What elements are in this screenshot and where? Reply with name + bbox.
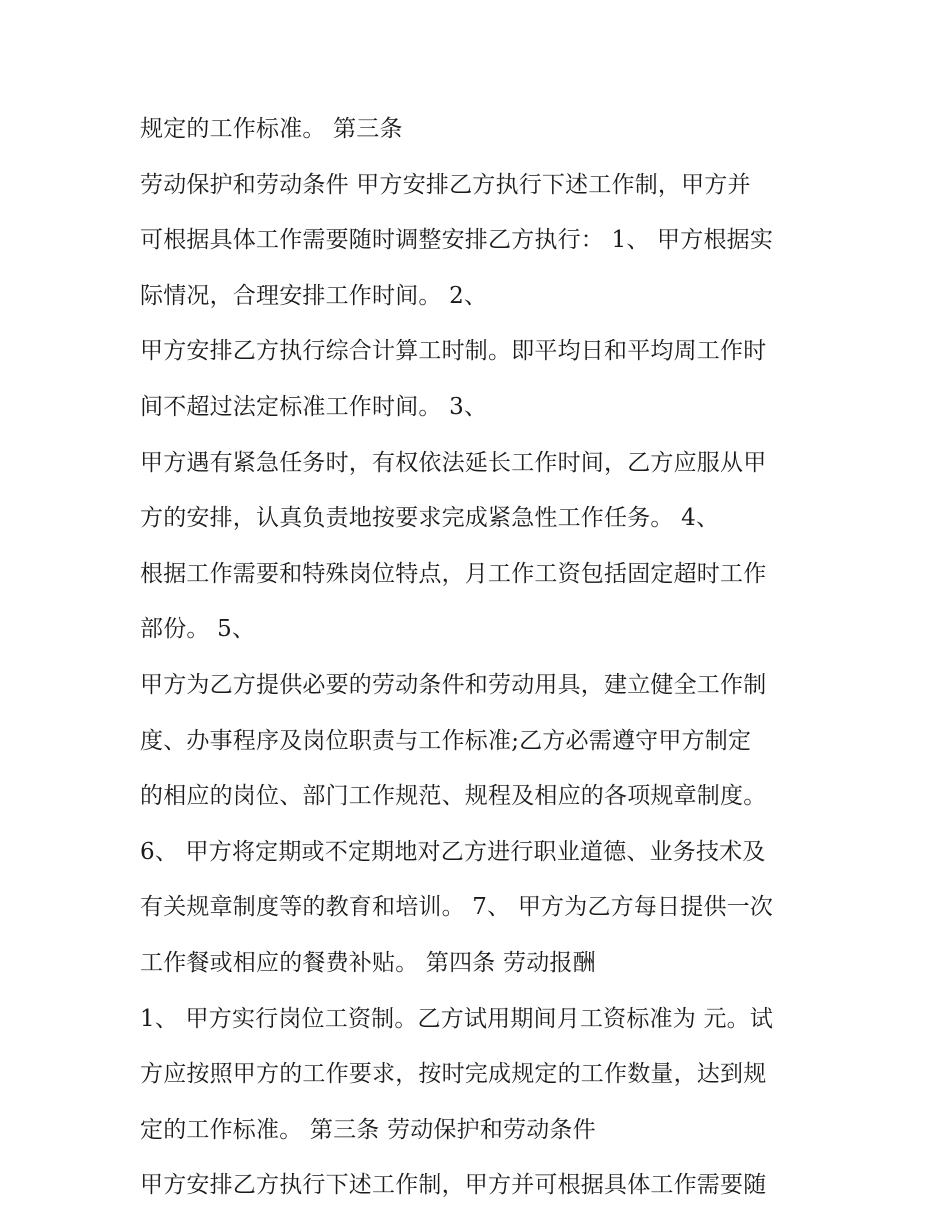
text-line: 部份。 5、 bbox=[140, 616, 256, 643]
text-line: 可根据具体工作需要随时调整安排乙方执行： 1、 甲方根据实 bbox=[140, 227, 774, 254]
text-line: 甲方遇有紧急任务时，有权依法延长工作时间，乙方应服从甲 bbox=[140, 449, 767, 476]
text-line: 甲方安排乙方执行综合计算工时制。即平均日和平均周工作时 bbox=[140, 338, 767, 365]
text-line: 工作餐或相应的餐费补贴。 第四条 劳动报酬 bbox=[140, 949, 596, 976]
text-line: 的相应的岗位、部门工作规范、规程及相应的各项规章制度。 bbox=[140, 783, 767, 810]
text-line: 1、 甲方实行岗位工资制。乙方试用期间月工资标准为 元。试 bbox=[140, 1005, 774, 1032]
text-line: 度、办事程序及岗位职责与工作标准;乙方必需遵守甲方制定 bbox=[140, 727, 752, 754]
text-line: 规定的工作标准。 第三条 bbox=[140, 116, 403, 142]
text-line: 定的工作标准。 第三条 劳动保护和劳动条件 bbox=[140, 1116, 596, 1143]
text-line: 6、 甲方将定期或不定期地对乙方进行职业道德、业务技术及 bbox=[140, 838, 766, 865]
text-line: 劳动保护和劳动条件 甲方安排乙方执行下述工作制，甲方并 bbox=[140, 171, 751, 198]
text-line: 有关规章制度等的教育和培训。 7、 甲方为乙方每日提供一次 bbox=[140, 894, 774, 921]
text-line: 甲方安排乙方执行下述工作制，甲方并可根据具体工作需要随 bbox=[140, 1172, 767, 1199]
text-line: 方的安排，认真负责地按要求完成紧急性工作任务。 4、 bbox=[140, 505, 720, 532]
text-line: 间不超过法定标准工作时间。 3、 bbox=[140, 393, 488, 420]
text-line: 方应按照甲方的工作要求，按时完成规定的工作数量，达到规 bbox=[140, 1061, 767, 1088]
text-line: 甲方为乙方提供必要的劳动条件和劳动用具，建立健全工作制 bbox=[140, 671, 767, 698]
text-line: 根据工作需要和特殊岗位特点，月工作工资包括固定超时工作 bbox=[140, 560, 767, 587]
document-body bbox=[140, 108, 830, 1220]
text-line: 际情况，合理安排工作时间。 2、 bbox=[140, 282, 488, 309]
